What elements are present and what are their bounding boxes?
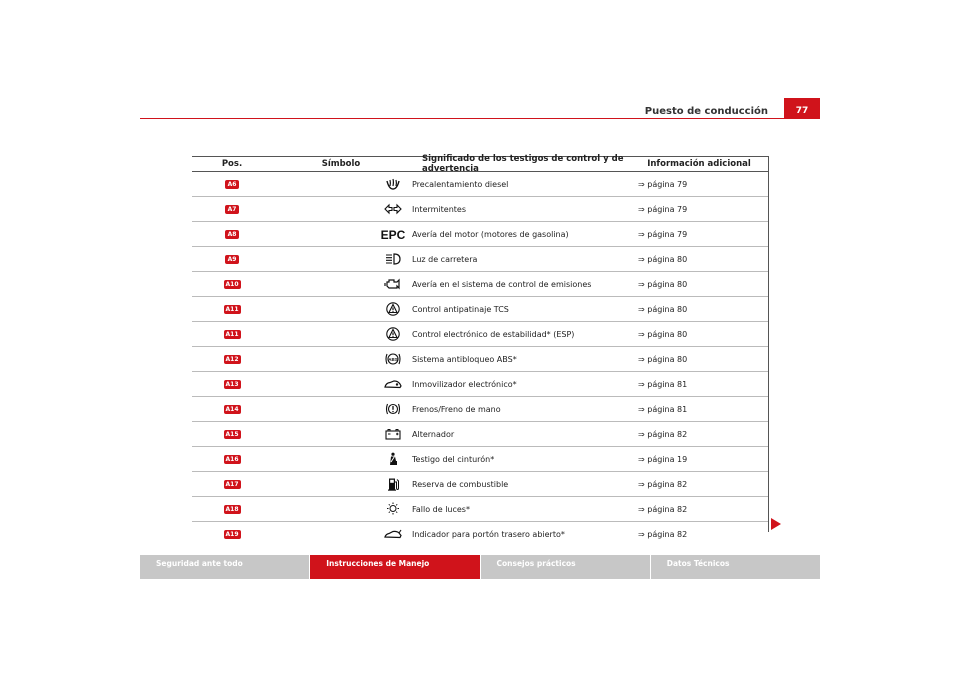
row-meaning: Sistema antibloqueo ABS* [412,354,517,364]
table-row [192,172,768,197]
page-reference-link[interactable]: ⇒ página 82 [638,479,688,489]
bulb-failure-icon [384,502,402,516]
epc-icon [380,227,406,242]
table-row [192,397,768,422]
table-row [192,422,768,447]
col-header-info: Información adicional [647,159,751,169]
glow-plug-icon [384,177,402,191]
table-row [192,297,768,322]
table-row [192,197,768,222]
stability-control-icon [384,327,402,341]
warning-lights-table [192,154,769,539]
position-badge: A15 [225,430,239,438]
table-row [192,372,768,397]
header-rule [140,118,820,119]
tab-seguridad[interactable]: Seguridad ante todo [140,555,309,579]
position-badge: A8 [225,230,239,239]
battery-icon [384,427,402,441]
position-badge: A10 [225,280,239,288]
table-row [192,522,768,546]
high-beam-icon [384,252,402,266]
position-badge: A13 [225,380,239,388]
epc-icon-text: EPC [380,228,406,242]
position-badge: A19 [225,530,239,538]
engine-icon [384,277,402,291]
seatbelt-icon [384,452,402,466]
row-meaning: Control electrónico de estabilidad* (ESP) [412,329,575,339]
page-reference-link[interactable]: ⇒ página 80 [638,329,688,339]
page-reference-link[interactable]: ⇒ página 80 [638,354,688,364]
page-reference-link[interactable]: ⇒ página 82 [638,429,688,439]
page-reference-link[interactable]: ⇒ página 81 [638,404,688,414]
position-badge: A12 [225,355,239,363]
position-badge: A11 [225,305,239,313]
page-number-badge: 77 [784,98,820,118]
position-badge: A7 [225,205,239,214]
table-row [192,247,768,272]
abs-icon-text: ABS [388,356,398,362]
table-row [192,272,768,297]
table-row [192,347,768,372]
row-meaning: Luz de carretera [412,254,478,264]
table-row [192,497,768,522]
traction-control-icon [384,302,402,316]
row-meaning: Precalentamiento diesel [412,179,509,189]
abs-icon [384,352,402,366]
footer-nav [140,555,820,579]
page-header-title: Puesto de conducción [644,106,768,117]
row-meaning: Indicador para portón trasero abierto* [412,529,565,539]
row-meaning: Intermitentes [412,204,467,214]
page-reference-link[interactable]: ⇒ página 80 [638,279,688,289]
page-reference-link[interactable]: ⇒ página 82 [638,529,688,539]
row-meaning: Testigo del cinturón* [412,454,495,464]
table-row [192,322,768,347]
page-reference-link[interactable]: ⇒ página 79 [638,229,688,239]
fuel-pump-icon [384,477,402,491]
page-reference-link[interactable]: ⇒ página 79 [638,179,688,189]
table-row [192,447,768,472]
col-header-symbol: Símbolo [321,159,361,169]
tab-consejos[interactable]: Consejos prácticos [481,555,650,579]
position-badge: A18 [225,505,239,513]
position-badge: A14 [225,405,239,413]
page-reference-link[interactable]: ⇒ página 19 [638,454,688,464]
row-meaning: Fallo de luces* [412,504,470,514]
row-meaning: Inmovilizador electrónico* [412,379,517,389]
page-reference-link[interactable]: ⇒ página 79 [638,204,688,214]
position-badge: A17 [225,480,239,488]
row-meaning: Avería del motor (motores de gasolina) [412,229,569,239]
table-header [192,156,768,172]
page-reference-link[interactable]: ⇒ página 80 [638,304,688,314]
col-header-pos: Pos. [221,159,243,169]
page-reference-link[interactable]: ⇒ página 81 [638,379,688,389]
page-reference-link[interactable]: ⇒ página 80 [638,254,688,264]
tab-datos-tecnicos[interactable]: Datos Técnicos [651,555,820,579]
tab-instrucciones[interactable]: Instrucciones de Manejo [310,555,479,579]
position-badge: A16 [225,455,239,463]
immobilizer-car-key-icon [384,377,402,391]
row-meaning: Control antipatinaje TCS [412,304,509,314]
brake-icon [384,402,402,416]
position-badge: A6 [225,180,239,189]
col-header-meaning: Significado de los testigos de control y de advertencia [422,154,624,174]
table-row [192,472,768,497]
open-tailgate-icon [384,527,402,541]
row-meaning: Reserva de combustible [412,479,509,489]
page-reference-link[interactable]: ⇒ página 82 [638,504,688,514]
row-meaning: Frenos/Freno de mano [412,404,501,414]
position-badge: A11 [225,330,239,338]
table-row [192,222,768,247]
row-meaning: Alternador [412,429,455,439]
row-meaning: Avería en el sistema de control de emisiones [412,279,592,289]
next-page-arrow-icon[interactable] [771,518,781,530]
position-badge: A9 [225,255,239,264]
turn-signal-icon [384,202,402,216]
